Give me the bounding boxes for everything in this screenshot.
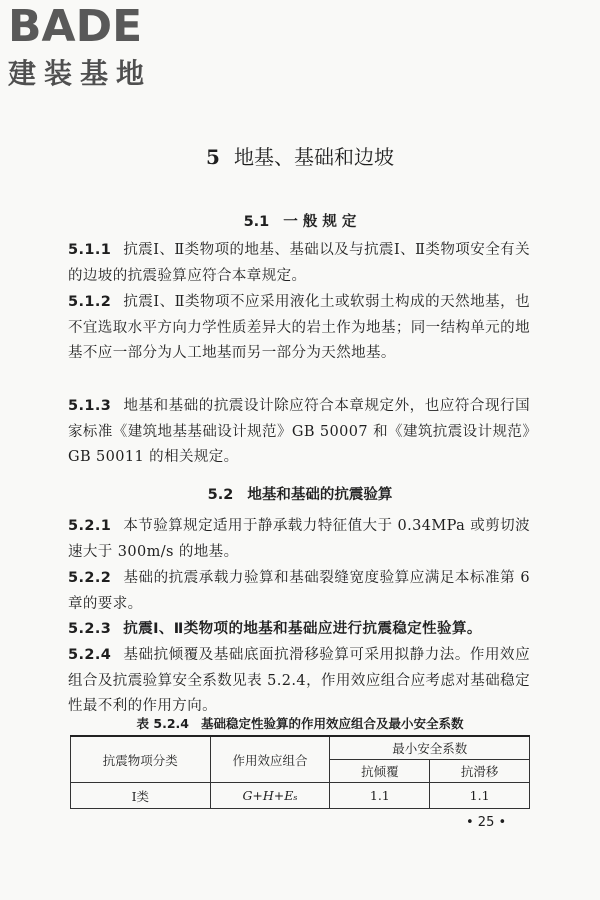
clause-5-1-1: [68, 238, 530, 289]
clause-text: 本节验算规定适用于静承载力特征值大于 0.34MPa 或剪切波速大于 300m/s 的地基。: [68, 518, 530, 560]
cell-combination: G+H+Eₛ: [210, 783, 330, 809]
clause-text: 基础的抗震承载力验算和基础裂缝宽度验算应满足本标准第 6 章的要求。: [68, 570, 530, 612]
section-heading-5-1: [0, 210, 600, 231]
section-title: 一 般 规 定: [283, 214, 357, 230]
logo-brand-en: BADE: [8, 1, 143, 52]
clause-5-2-1: [68, 514, 530, 565]
chapter-title: [0, 144, 600, 170]
table-number: 表 5.2.4: [136, 716, 189, 731]
table-caption: [0, 714, 600, 732]
clause-text: 基础抗倾覆及基础底面抗滑移验算可采用拟静力法。作用效应组合及抗震验算安全系数见表 5.2.4，作用效应组合应考虑对基础稳定性最不利的作用方向。: [68, 647, 530, 714]
section-number: 5.2: [207, 487, 234, 503]
header-min-factor: 最小安全系数: [330, 736, 530, 760]
clause-5-1-2: [68, 290, 530, 367]
page-number: • 25 •: [466, 815, 507, 830]
header-combination: 作用效应组合: [210, 736, 330, 783]
table-row: [71, 783, 530, 809]
clause-text: 抗震Ⅰ、Ⅱ类物项的地基和基础应进行抗震稳定性验算。: [123, 621, 482, 637]
cell-overturning: 1.1: [330, 783, 430, 809]
cell-sliding: 1.1: [430, 783, 530, 809]
clause-number: 5.2.4: [68, 647, 112, 663]
section-number: 5.1: [243, 214, 270, 230]
clause-text: 地基和基础的抗震设计除应符合本章规定外，也应符合现行国家标准《建筑地基基础设计规范》GB 50007 和《建筑抗震设计规范》GB 50011 的相关规定。: [68, 398, 530, 465]
clause-5-2-3: [68, 617, 530, 643]
clause-number: 5.2.1: [68, 518, 112, 534]
clause-5-2-2: [68, 566, 530, 617]
cell-category: Ⅰ类: [71, 783, 211, 809]
clause-5-1-3: [68, 394, 530, 471]
chapter-title-text: 地基、基础和边坡: [233, 145, 394, 169]
header-overturning: 抗倾覆: [330, 760, 430, 783]
section-title: 地基和基础的抗震验算: [247, 487, 393, 503]
table-header-row: [71, 736, 530, 760]
logo-brand-cn: 建装基地: [8, 57, 153, 90]
clause-text: 抗震Ⅰ、Ⅱ类物项不应采用液化土或软弱土构成的天然地基，也不宜选取水平方向力学性质差异大的岩土作为地基；同一结构单元的地基不应一部分为人工地基而另一部分为天然地基。: [68, 294, 530, 361]
section-heading-5-2: [0, 483, 600, 504]
bade-logo: [8, 1, 183, 92]
clause-number: 5.1.1: [68, 242, 112, 258]
clause-number: 5.1.2: [68, 294, 112, 310]
header-category: 抗震物项分类: [71, 736, 211, 783]
table-caption-text: 基础稳定性验算的作用效应组合及最小安全系数: [200, 716, 464, 731]
header-sliding: 抗滑移: [430, 760, 530, 783]
clause-number: 5.2.2: [68, 570, 112, 586]
clause-number: 5.1.3: [68, 398, 112, 414]
clause-text: 抗震Ⅰ、Ⅱ类物项的地基、基础以及与抗震Ⅰ、Ⅱ类物项安全有关的边坡的抗震验算应符合本章规定。: [68, 242, 530, 284]
clause-number: 5.2.3: [68, 621, 112, 637]
clause-5-2-4: [68, 643, 530, 720]
safety-factor-table: [70, 735, 530, 809]
chapter-number: 5: [206, 145, 220, 169]
